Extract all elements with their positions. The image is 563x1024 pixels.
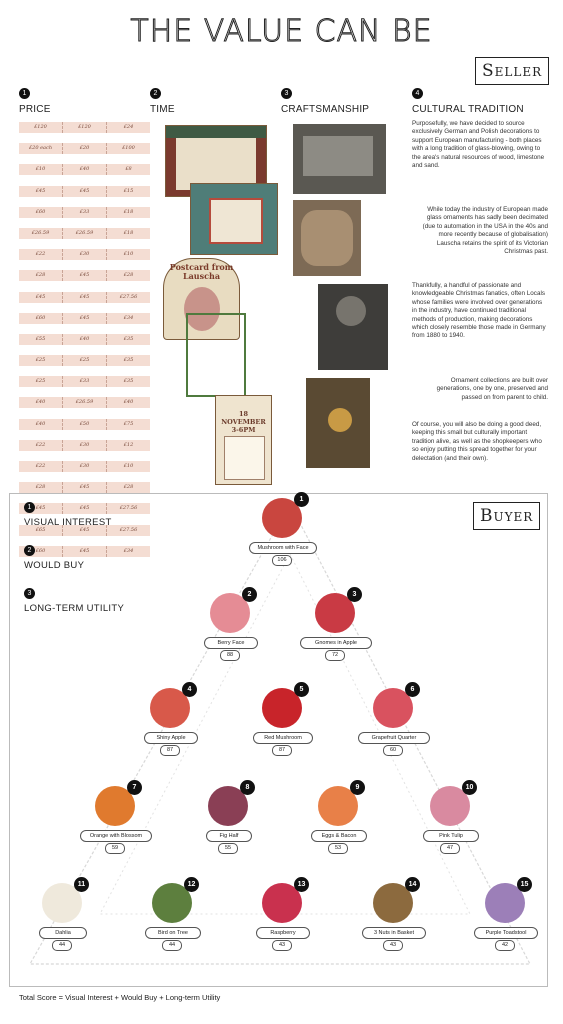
- ornament-name: Dahlia: [39, 927, 87, 939]
- price-cell: £45: [63, 546, 107, 557]
- ornament-rank: 8: [240, 780, 255, 795]
- ornament-name: Grapefruit Quarter: [358, 732, 430, 744]
- ornament-score: 43: [383, 940, 403, 951]
- price-cell: £10: [123, 463, 134, 469]
- price-cell: £18: [123, 229, 134, 236]
- ornament-rank: 15: [517, 877, 532, 892]
- workshop-photo: [293, 124, 386, 194]
- price-cell: £60: [19, 546, 63, 557]
- price-cell: £30: [63, 249, 107, 260]
- ornament-rank: 1: [294, 492, 309, 507]
- price-cell: £10: [123, 251, 134, 258]
- price-cell: £28: [19, 482, 63, 493]
- price-cell: £27.56: [119, 526, 138, 533]
- ornament-name: Red Mushroom: [253, 732, 313, 744]
- ornament-score: 53: [328, 843, 348, 854]
- price-cell: £15: [123, 187, 134, 194]
- ornament-rank: 3: [347, 587, 362, 602]
- price-cell: £34: [123, 314, 134, 321]
- price-row: [19, 334, 150, 345]
- price-cell: £55: [19, 334, 63, 345]
- price-cell: £22: [19, 440, 63, 451]
- price-cell: £33: [63, 376, 107, 387]
- section-number-price: 1: [19, 88, 30, 99]
- ornament-rank: 12: [184, 877, 199, 892]
- ornament-name: Pink Tulip: [423, 830, 479, 842]
- price-cell: £20 each: [19, 143, 63, 154]
- price-cell: £40: [19, 419, 63, 430]
- price-cell: £75: [123, 420, 134, 427]
- price-row: [19, 186, 150, 197]
- ornament-rank: 9: [350, 780, 365, 795]
- section-heading-craftsmanship: CRAFTSMANSHIP: [281, 104, 370, 115]
- price-cell: £26.59: [63, 397, 107, 408]
- artisan-photo: [318, 284, 388, 370]
- ornament-name: Fig Half: [206, 830, 252, 842]
- footer-formula: Total Score = Visual Interest + Would Buy + Long-term Utility: [19, 993, 221, 1002]
- price-cell: £45: [63, 482, 107, 493]
- price-cell: £26.59: [19, 228, 63, 239]
- ribbon-decoration: [186, 313, 246, 397]
- price-cell: £30: [63, 440, 107, 451]
- price-row: [19, 461, 150, 472]
- price-row: [19, 249, 150, 260]
- price-cell: £27.56: [119, 505, 138, 512]
- price-cell: £45: [63, 525, 107, 536]
- ornament-rank: 6: [405, 682, 420, 697]
- price-row: [19, 313, 150, 324]
- ornament-score: 88: [220, 650, 240, 661]
- price-cell: £30: [63, 461, 107, 472]
- ornament-rank: 11: [74, 877, 89, 892]
- ornament-rank: 7: [127, 780, 142, 795]
- price-cell: £25: [63, 355, 107, 366]
- price-cell: £34: [123, 547, 134, 554]
- price-cell: £25: [19, 355, 63, 366]
- price-cell: £35: [123, 357, 134, 364]
- ornament-score: 72: [325, 650, 345, 661]
- postcard-text: Postcard from Lauscha: [169, 262, 234, 281]
- price-cell: £45: [63, 270, 107, 281]
- frame-image: [190, 183, 278, 255]
- ornament-score: 47: [440, 843, 460, 854]
- price-row: [19, 164, 150, 175]
- ornament-score: 87: [272, 745, 292, 756]
- price-cell: £45: [19, 186, 63, 197]
- price-cell: £28: [123, 272, 134, 279]
- price-row: [19, 122, 150, 133]
- price-cell: £65: [19, 525, 63, 536]
- price-row: [19, 376, 150, 387]
- price-row: [19, 397, 150, 408]
- criteria-number-would-buy: 2: [24, 545, 35, 556]
- price-cell: £45: [63, 503, 107, 514]
- price-cell: £20: [63, 143, 107, 154]
- price-cell: £45: [63, 292, 107, 303]
- price-cell: £28: [123, 484, 134, 491]
- cultural-paragraph-5: Of course, you will also be doing a good deed, keeping this small but culturally important tradition alive, as well as the shopkeepers who so enjoy putting this spread together for your delectation (and their own).: [412, 421, 542, 462]
- section-number-time: 2: [150, 88, 161, 99]
- price-row: [19, 440, 150, 451]
- ornament-score: 59: [105, 843, 125, 854]
- cultural-paragraph-4: Ornament collections are built over generations, one by one, preserved and passed on from parent to child.: [436, 377, 548, 401]
- criteria-long-term-utility: LONG-TERM UTILITY: [24, 603, 125, 614]
- price-cell: £40: [123, 399, 134, 406]
- price-cell: £33: [63, 207, 107, 218]
- price-cell: £12: [123, 441, 134, 448]
- cultural-paragraph-3: Thankfully, a handful of passionate and knowledgeable Christmas fanatics, often Locals whose families were involved over generations in the industry, have continued traditional methods of production, making decorations which closely resemble those made in Germany from 1880 to 1940.: [412, 282, 546, 340]
- ornament-name: Purple Toadstool: [474, 927, 538, 939]
- price-row: [19, 355, 150, 366]
- ornament-name: Shiny Apple: [144, 732, 198, 744]
- cultural-paragraph-2: While today the industry of European made glass ornaments has sadly been decimated (due to automation in the USA in the 40s and more recently because of globalisation) Lauscha retains the spirit of its Victorian Christmas past.: [422, 206, 548, 256]
- price-cell: £45: [19, 503, 63, 514]
- ornament-score: 87: [160, 745, 180, 756]
- price-cell: £28: [19, 270, 63, 281]
- price-cell: £40: [19, 397, 63, 408]
- criteria-would-buy: WOULD BUY: [24, 560, 85, 571]
- buyer-badge: Buyer: [473, 502, 540, 530]
- ornament-name: 3 Nuts in Basket: [362, 927, 426, 939]
- section-heading-price: PRICE: [19, 104, 51, 115]
- ornament-name: Bird on Tree: [145, 927, 201, 939]
- ornament-rank: 14: [405, 877, 420, 892]
- price-cell: £22: [19, 249, 63, 260]
- ornament-score: 60: [383, 745, 403, 756]
- criteria-number-visual: 1: [24, 502, 35, 513]
- ornament-name: Gnomes in Apple: [300, 637, 372, 649]
- ornament-score: 44: [52, 940, 72, 951]
- price-row: [19, 292, 150, 303]
- seller-badge: Seller: [475, 57, 549, 85]
- section-heading-cultural: CULTURAL TRADITION: [412, 104, 524, 115]
- price-cell: £22: [19, 461, 63, 472]
- section-number-craftsmanship: 3: [281, 88, 292, 99]
- ornament-rank: 10: [462, 780, 477, 795]
- price-cell: £120: [19, 122, 63, 133]
- price-row: [19, 228, 150, 239]
- section-number-cultural: 4: [412, 88, 423, 99]
- ornament-rank: 13: [294, 877, 309, 892]
- price-cell: £26.59: [63, 228, 107, 239]
- price-cell: £35: [123, 378, 134, 385]
- price-cell: £45: [19, 292, 63, 303]
- price-cell: £40: [63, 334, 107, 345]
- price-cell: £45: [63, 186, 107, 197]
- ornament-rank: 2: [242, 587, 257, 602]
- price-cell: £27.56: [119, 293, 138, 300]
- ornament-name: Mushroom with Face: [249, 542, 317, 554]
- price-row: [19, 482, 150, 493]
- price-cell: £35: [123, 335, 134, 342]
- price-cell: £45: [63, 313, 107, 324]
- ornament-rank: 4: [182, 682, 197, 697]
- ornament-score: 43: [272, 940, 292, 951]
- price-cell: £50: [63, 419, 107, 430]
- calendar-text: 18 NOVEMBER 3-6PM: [221, 410, 266, 434]
- price-cell: £10: [19, 164, 63, 175]
- ornament-rank: 5: [294, 682, 309, 697]
- price-cell: £120: [63, 122, 107, 133]
- ornament-score: 42: [495, 940, 515, 951]
- criteria-number-long-term: 3: [24, 588, 35, 599]
- page-title: THE VALUE CAN BE: [130, 14, 433, 49]
- price-row: [19, 143, 150, 154]
- ornament-score: 106: [272, 555, 292, 566]
- price-cell: £8: [125, 166, 132, 173]
- price-cell: £24: [123, 124, 134, 130]
- criteria-visual-interest: VISUAL INTEREST: [24, 517, 112, 528]
- price-cell: £100: [122, 145, 135, 152]
- ornament-name: Eggs & Bacon: [311, 830, 367, 842]
- price-cell: £18: [123, 208, 134, 215]
- price-cell: £60: [19, 313, 63, 324]
- calendar-card: [215, 395, 272, 485]
- price-row: [19, 207, 150, 218]
- section-heading-time: TIME: [150, 104, 175, 115]
- ornament-photo: [306, 378, 370, 468]
- price-row: [19, 270, 150, 281]
- cultural-paragraph-1: Purposefully, we have decided to source exclusively German and Polish decorations to support European manufacturing - both places with a long tradition of glass-blowing, owing to the area's natural resources of wood, limestone and sand.: [412, 120, 545, 170]
- ornament-name: Raspberry: [256, 927, 310, 939]
- ornament-name: Berry Face: [204, 637, 258, 649]
- heads-photo: [293, 200, 361, 276]
- price-cell: £25: [19, 376, 63, 387]
- ornament-name: Orange with Blossom: [80, 830, 152, 842]
- price-cell: £40: [63, 164, 107, 175]
- price-row: [19, 419, 150, 430]
- ornament-score: 55: [218, 843, 238, 854]
- price-cell: £60: [19, 207, 63, 218]
- ornament-score: 44: [162, 940, 182, 951]
